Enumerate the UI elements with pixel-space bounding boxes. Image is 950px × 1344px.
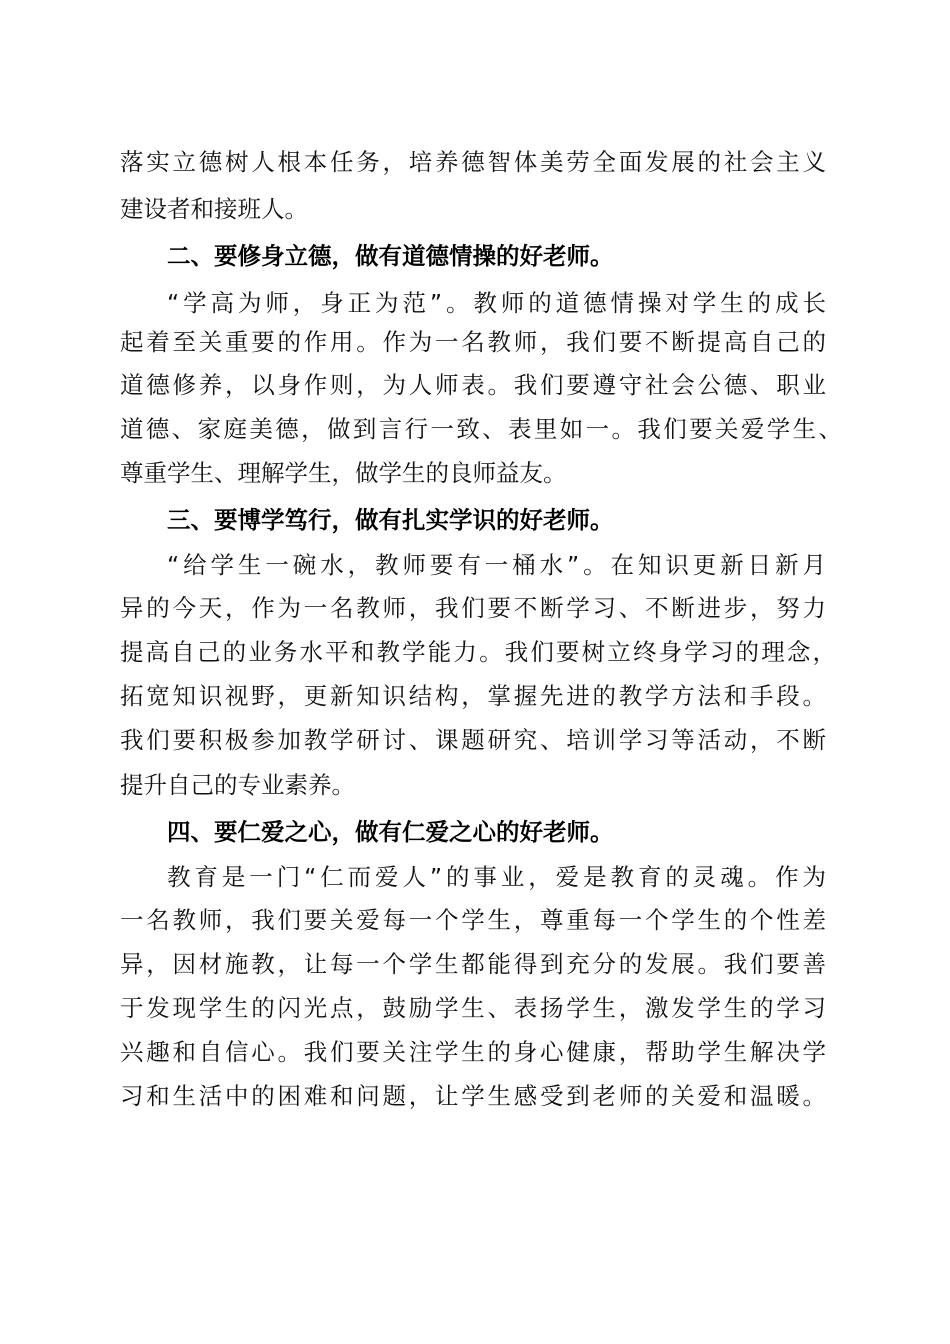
paragraph-line: 兴趣和自信心。我们要关注学生的身心健康，帮助学生解决学 xyxy=(120,1038,826,1066)
paragraph-line: 一名教师，我们要关爱每一个学生，尊重每一个学生的个性差 xyxy=(120,906,826,934)
paragraph-line: 拓宽知识视野，更新知识结构，掌握先进的教学方法和手段。 xyxy=(120,682,826,710)
paragraph-line: “学高为师，身正为范”。教师的道德情操对学生的成长 xyxy=(167,289,826,317)
paragraph-line: 异的今天，作为一名教师，我们要不断学习、不断进步，努力 xyxy=(120,594,826,622)
section-heading-2: 二、要修身立德，做有道德情操的好老师。 xyxy=(167,242,614,270)
paragraph-line: 道德、家庭美德，做到言行一致、表里如一。我们要关爱学生、 xyxy=(120,415,842,443)
paragraph-line: 提升自己的专业素养。 xyxy=(120,771,355,799)
paragraph-line: 建设者和接班人。 xyxy=(120,195,308,223)
paragraph-line: 异，因材施教，让每一个学生都能得到充分的发展。我们要善 xyxy=(120,950,826,978)
paragraph-line: 我们要积极参加教学研讨、课题研究、培训学习等活动，不断 xyxy=(120,726,826,754)
paragraph-line: 提高自己的业务水平和教学能力。我们要树立终身学习的理念， xyxy=(120,638,836,666)
paragraph-line: 落实立德树人根本任务，培养德智体美劳全面发展的社会主义 xyxy=(120,148,826,176)
section-heading-3: 三、要博学笃行，做有扎实学识的好老师。 xyxy=(167,506,614,534)
paragraph-line: 于发现学生的闪光点，鼓励学生、表扬学生，激发学生的学习 xyxy=(120,994,826,1022)
paragraph-line: “给学生一碗水，教师要有一桶水”。在知识更新日新月 xyxy=(167,551,826,579)
paragraph-line: 教育是一门“仁而爱人”的事业，爱是教育的灵魂。作为 xyxy=(167,863,826,891)
paragraph-line: 习和生活中的困难和问题，让学生感受到老师的关爱和温暖。 xyxy=(120,1082,826,1110)
paragraph-line: 起着至关重要的作用。作为一名教师，我们要不断提高自己的 xyxy=(120,328,826,356)
paragraph-line: 尊重学生、理解学生，做学生的良师益友。 xyxy=(120,459,567,487)
section-heading-4: 四、要仁爱之心，做有仁爱之心的好老师。 xyxy=(167,818,614,846)
paragraph-line: 道德修养，以身作则，为人师表。我们要遵守社会公德、职业 xyxy=(120,371,826,399)
